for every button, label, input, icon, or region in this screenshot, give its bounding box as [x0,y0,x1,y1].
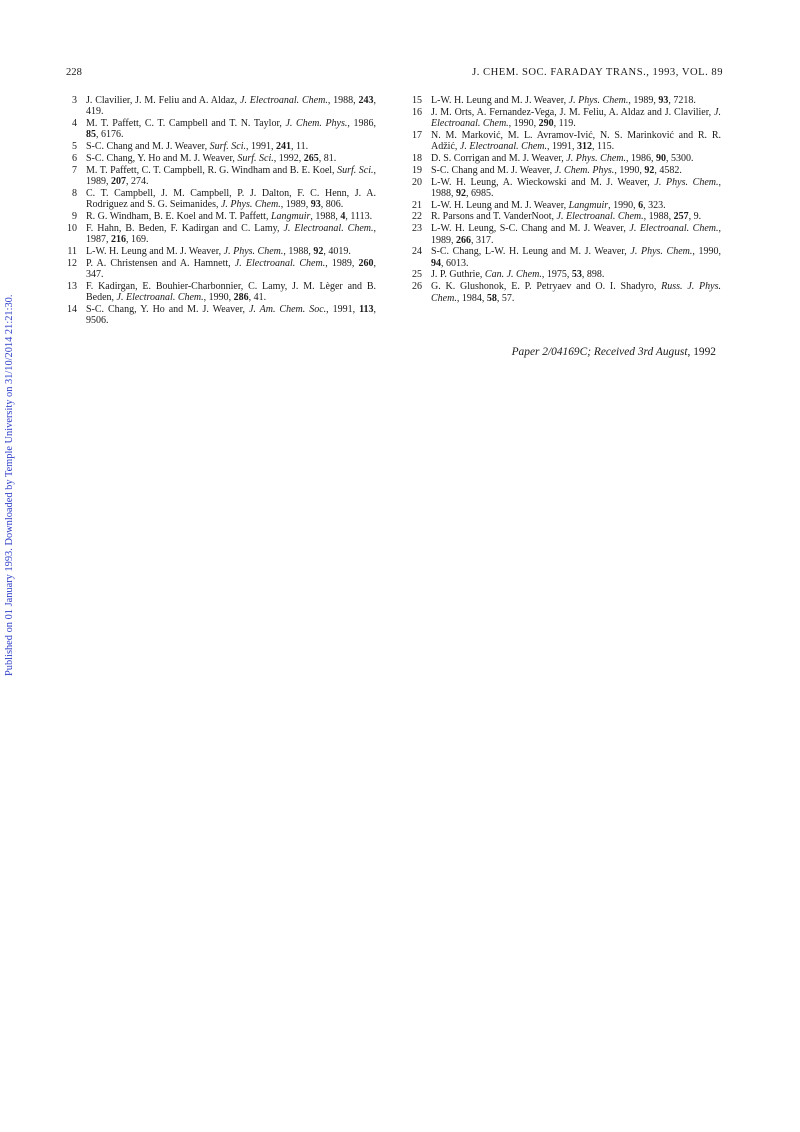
reference-number: 15 [412,95,422,106]
reference-volume: 113 [359,303,374,315]
reference-number: 3 [72,95,77,106]
reference-number: 11 [67,245,77,257]
publication-stamp-text: Published on 01 January 1993. Downloaded by Temple University on 31/10/2014 21:21:30. [4,294,15,676]
reference-number: 13 [67,280,77,292]
reference-year: , 1988, [310,210,341,222]
reference-number: 6 [72,152,77,164]
reference-year: , 1989, [628,95,659,106]
reference-journal: J. Electroanal. Chem. [459,141,547,153]
reference-pages: , 7218. [668,95,696,106]
reference-item [59,223,376,246]
reference-item [404,269,721,280]
running-head: J. CHEM. SOC. FARADAY TRANS., 1993, VOL. 89 [472,67,723,78]
reference-item [59,118,376,141]
reference-number: 18 [412,152,422,164]
reference-number: 22 [412,211,422,223]
reference-volume: 216 [111,234,126,246]
reference-number: 23 [412,223,422,235]
reference-authors: S-C. Chang, Y. Ho and M. J. Weaver, [86,303,249,315]
reference-number: 10 [67,222,77,234]
reference-volume: 93 [310,199,321,211]
reference-year: , 1988, [431,176,721,199]
paper-separator: ; [587,346,594,358]
reference-year: , 1990, [614,164,645,176]
reference-volume: 290 [538,118,554,130]
reference-pages: , 119. [553,118,576,130]
reference-number: 25 [412,269,422,281]
reference-volume: 58 [486,292,497,304]
reference-authors: J. M. Orts, A. Fernandez-Vega, J. M. Feliu, A. Aldaz and J. Clavilier, [431,106,715,118]
reference-item [404,107,721,130]
reference-journal: J. Phys. Chem. [654,176,719,188]
reference-journal: J. Electroanal. Chem. [116,292,204,304]
reference-number: 9 [72,210,77,222]
reference-authors: C. T. Campbell, J. M. Campbell, P. J. Dalton, F. C. Henn, J. A. Rodriguez and S. G. Seimanides, [86,187,376,211]
reference-authors: R. G. Windham, B. E. Koel and M. T. Paffett, [86,210,271,222]
received-year: 1992 [693,346,716,358]
page-number: 228 [66,67,82,78]
reference-authors: L-W. H. Leung and M. J. Weaver, [86,245,224,257]
reference-item [404,246,721,269]
reference-journal: J. Electroanal. Chem. [240,95,328,106]
reference-volume: 243 [358,95,374,106]
reference-year: , 1988, [643,211,674,223]
reference-journal: Russ. J. Phys. Chem. [431,281,721,304]
reference-volume: 265 [303,152,319,164]
reference-volume: 92 [456,187,466,199]
reference-item [404,130,721,153]
reference-authors: D. S. Corrigan and M. J. Weaver, [431,152,567,164]
reference-number: 8 [72,187,77,199]
reference-year: , 1988, [283,245,314,257]
reference-authors: M. T. Paffett, C. T. Campbell and T. N. Taylor, [86,118,286,130]
reference-journal: J. Electroanal. Chem. [629,223,719,235]
paper-received-line [512,346,716,358]
reference-item [59,153,376,164]
reference-item [59,211,376,222]
reference-volume: 92 [644,164,655,176]
reference-number: 14 [67,303,77,315]
reference-journal: Surf. Sci. [237,152,274,164]
reference-volume: 260 [358,257,374,269]
reference-volume: 53 [571,269,582,281]
reference-year: , 1991, [547,141,577,153]
reference-number: 5 [72,141,77,153]
reference-item [59,188,376,211]
reference-journal: J. Chem. Phys. [285,118,348,130]
reference-authors: L-W. H. Leung, A. Wieckowski and M. J. Weaver, [431,176,655,188]
reference-number: 12 [67,257,77,269]
reference-pages: , 898. [581,269,605,281]
reference-journal: J. Phys. Chem. [223,245,284,257]
reference-item [59,165,376,188]
reference-number: 7 [72,164,77,176]
reference-item [404,211,721,222]
reference-year: , 1986, [347,118,376,130]
reference-pages: , 41. [248,292,267,304]
publication-stamp [4,294,18,676]
reference-authors: S-C. Chang, Y. Ho and M. J. Weaver, [86,152,238,164]
reference-pages: , 274. [126,176,149,188]
references-right-column [404,95,721,304]
reference-journal: J. Electroanal. Chem. [431,106,721,130]
reference-volume: 312 [577,141,592,153]
reference-pages: , 9. [688,211,702,223]
reference-item [404,165,721,176]
reference-year: , 1989, [86,164,376,188]
reference-pages: , 4019. [323,245,351,257]
reference-item [404,153,721,164]
received-date: Received 3rd August [593,346,688,358]
reference-pages: , 115. [592,141,615,153]
reference-pages: , 806. [320,199,344,211]
reference-pages: , 323. [643,199,666,211]
reference-authors: M. T. Paffett, C. T. Campbell, R. G. Windham and B. E. Koel, [86,164,338,176]
reference-number: 21 [412,199,422,211]
reference-journal: Can. J. Chem. [484,269,542,281]
reference-journal: J. Phys. Chem. [566,152,626,164]
reference-volume: 207 [111,176,126,188]
reference-item [404,95,721,106]
reference-volume: 266 [456,234,471,246]
reference-pages: , 1113. [345,210,373,222]
reference-pages: , 9506. [86,303,377,327]
reference-journal: J. Electroanal. Chem. [283,222,374,234]
reference-volume: 6 [638,199,644,211]
reference-volume: 4 [340,210,346,222]
reference-journal: J. Phys. Chem. [220,199,281,211]
reference-year: , 1989, [280,199,311,211]
reference-year: , 1990, [203,292,234,304]
reference-journal: J. Electroanal. Chem. [234,257,326,269]
reference-pages: , 6013. [441,257,469,269]
reference-journal: Surf. Sci. [209,141,246,153]
reference-volume: 85 [86,129,96,141]
reference-authors: S-C. Chang and M. J. Weaver, [86,141,210,153]
reference-authors: G. K. Glushonok, E. P. Petryaev and O. I. Shadyro, [431,281,662,293]
reference-pages: , 347. [86,257,377,280]
reference-authors: S-C. Chang, L-W. H. Leung and M. J. Weaver, [431,246,631,258]
reference-year: , 1991, [326,303,360,315]
reference-item [59,141,376,152]
reference-authors: J. Clavilier, J. M. Feliu and A. Aldaz, [86,95,241,106]
reference-item [404,223,721,246]
page-header [66,67,723,81]
reference-volume: 241 [275,141,291,153]
reference-journal: J. Am. Chem. Soc. [248,303,327,315]
reference-volume: 257 [673,211,689,223]
reference-item [59,281,376,304]
reference-number: 24 [412,246,422,258]
reference-number: 16 [412,106,422,118]
year-separator: , [687,346,694,358]
reference-pages: , 317. [471,234,494,246]
reference-pages: , 6176. [96,129,124,141]
reference-pages: , 11. [290,141,309,153]
reference-number: 20 [412,176,422,188]
reference-item [59,258,376,281]
reference-year: , 1992, [273,152,304,164]
reference-authors: N. M. Marković, M. L. Avramov-Ivić, N. S. Marinković and R. R. Adžić, [431,129,721,153]
reference-pages: , 6985. [466,187,494,199]
reference-volume: 93 [658,95,669,106]
reference-authors: F. Kadirgan, E. Bouhier-Charbonnier, C. Lamy, J. M. Lèger and B. Beden, [86,280,376,304]
reference-year: , 1986, [625,152,656,164]
reference-year: , 1989, [431,223,721,246]
reference-journal: Surf. Sci. [337,164,374,176]
reference-pages: , 419. [86,95,376,118]
reference-volume: 92 [313,245,324,257]
reference-authors: P. A. Christensen and A. Hamnett, [86,257,235,269]
reference-journal: J. Electroanal. Chem. [556,211,644,223]
reference-pages: , 57. [496,292,515,304]
paper-id: Paper 2/04169C [511,346,588,358]
reference-year: , 1990, [508,118,539,130]
reference-number: 4 [72,118,77,130]
reference-number: 19 [412,164,422,176]
reference-authors: L-W. H. Leung and M. J. Weaver, [431,95,569,106]
reference-item [404,177,721,200]
reference-authors: L-W. H. Leung, S-C. Chang and M. J. Weaver, [431,223,630,235]
reference-journal: Langmuir [568,199,609,211]
reference-number: 17 [412,129,422,141]
reference-pages: , 81. [318,152,337,164]
reference-year: , 1984, [456,292,487,304]
reference-year: , 1989, [325,257,359,269]
reference-pages: , 4582. [654,164,682,176]
reference-journal: J. Phys. Chem. [568,95,629,106]
reference-year: , 1990, [692,246,721,258]
reference-number: 26 [412,281,422,293]
reference-volume: 90 [655,152,666,164]
reference-pages: , 5300. [665,152,694,164]
reference-pages: , 169. [126,234,149,246]
reference-volume: 94 [431,257,441,269]
reference-item [59,304,376,327]
reference-authors: F. Hahn, B. Beden, F. Kadirgan and C. Lamy, [86,222,284,234]
reference-volume: 286 [233,292,249,304]
reference-journal: J. Chem. Phys. [554,164,615,176]
reference-year: , 1987, [86,222,377,246]
reference-year: , 1991, [245,141,276,153]
reference-authors: S-C. Chang and M. J. Weaver, [431,164,555,176]
reference-year: , 1975, [541,269,572,281]
references-left-column [59,95,376,327]
reference-item [59,95,376,118]
reference-journal: J. Phys. Chem. [630,246,693,258]
reference-item [59,246,376,257]
reference-item [404,281,721,304]
reference-authors: J. P. Guthrie, [431,269,485,281]
reference-journal: Langmuir [270,210,311,222]
reference-authors: L-W. H. Leung and M. J. Weaver, [431,199,569,211]
reference-authors: R. Parsons and T. VanderNoot, [431,211,557,223]
reference-item [404,200,721,211]
reference-year: , 1988, [327,95,359,106]
reference-year: , 1990, [608,199,639,211]
